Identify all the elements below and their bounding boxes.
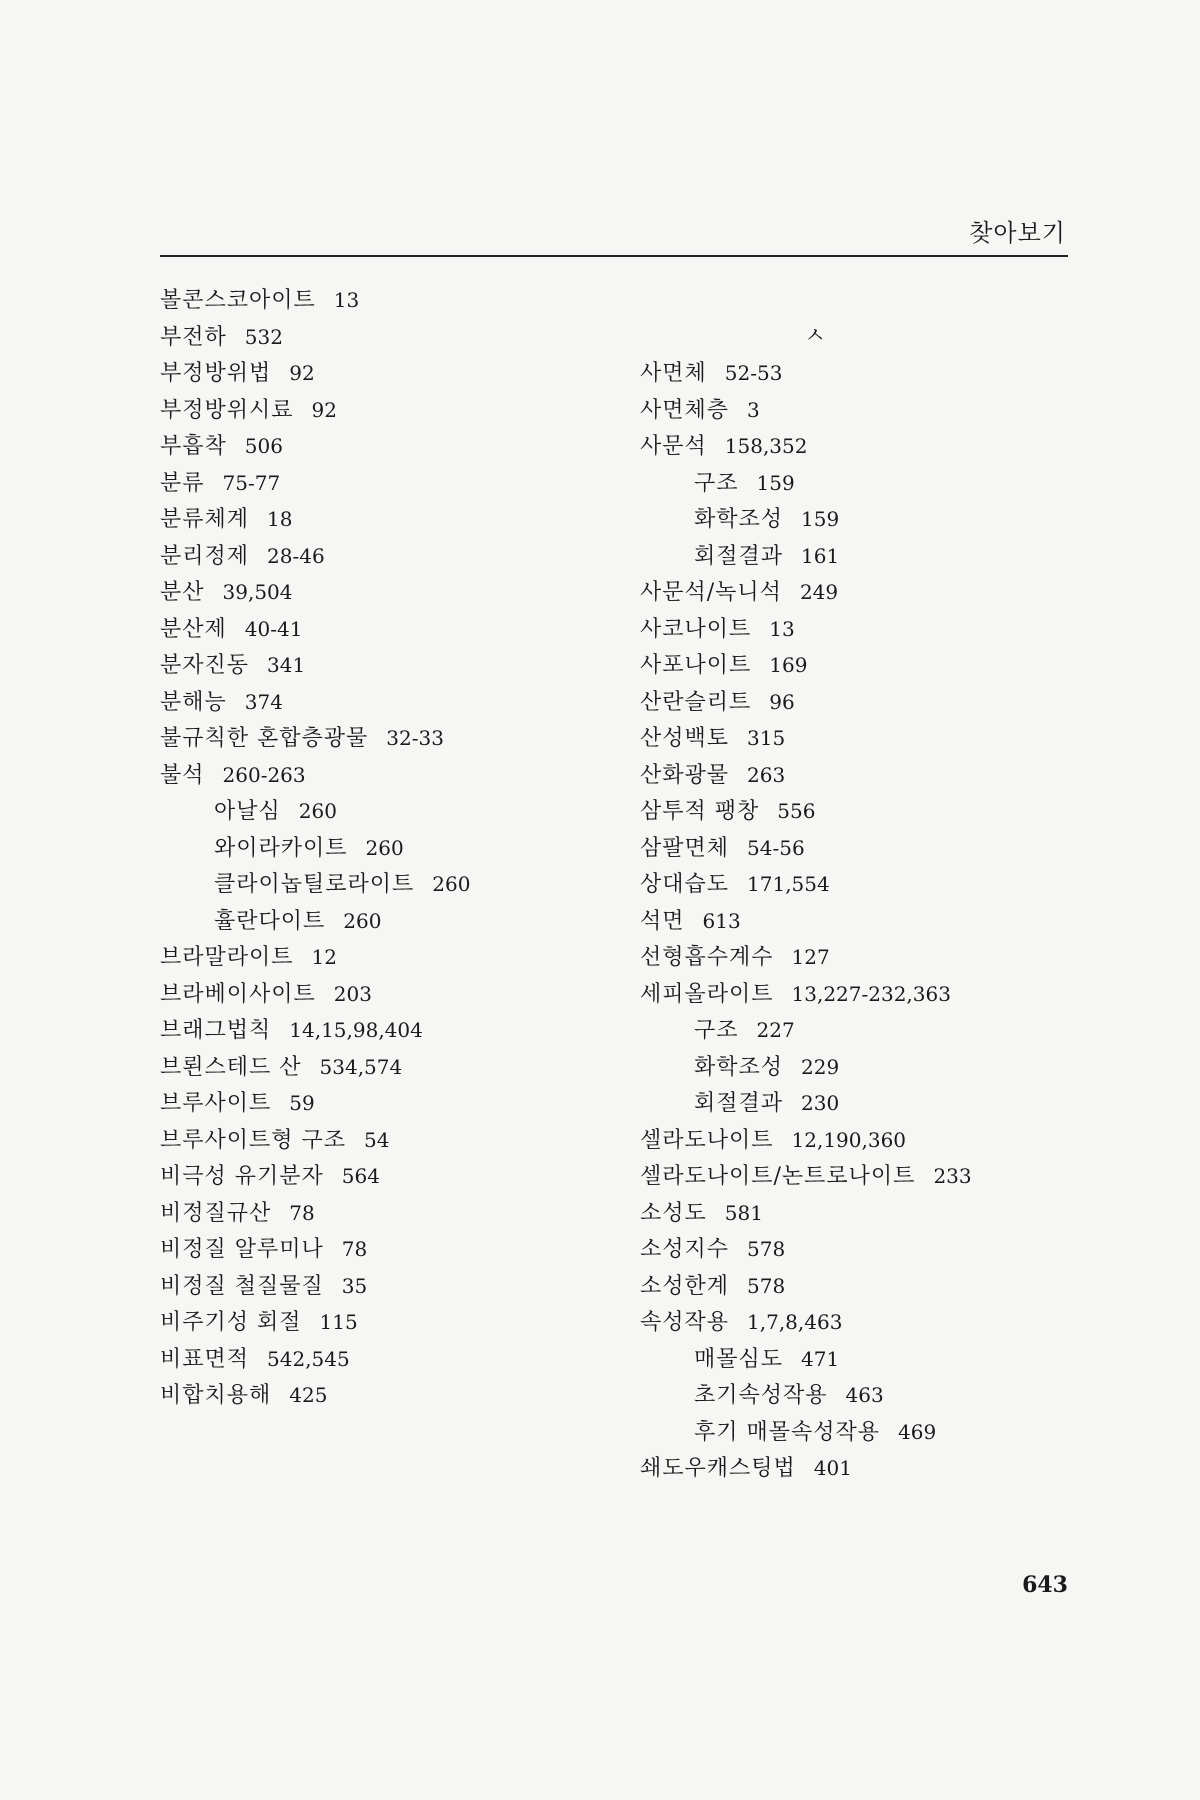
index-subentry <box>160 903 620 940</box>
index-subentry <box>160 866 620 903</box>
index-subentry <box>640 538 1070 575</box>
index-pages: 14,15,98,404 <box>289 1018 423 1042</box>
index-entry <box>160 757 620 794</box>
index-entry <box>160 720 620 757</box>
index-entry <box>160 1158 620 1195</box>
index-pages: 159 <box>801 507 840 531</box>
index-term: 부흡착 <box>160 434 227 459</box>
index-pages: 13,227-232,363 <box>791 981 951 1006</box>
index-term: 불석 <box>160 762 205 788</box>
index-pages: 578 <box>747 1273 786 1298</box>
index-pages: 564 <box>341 1164 380 1188</box>
index-pages: 158,352 <box>724 434 808 458</box>
index-pages: 75-77 <box>222 470 281 495</box>
index-entry <box>160 1195 620 1232</box>
index-term: 클라이놉틸로라이트 <box>214 872 415 897</box>
index-term: 회절결과 <box>694 543 784 569</box>
index-term: 사문석/녹니석 <box>640 580 782 605</box>
index-term: 브뢴스테드 산 <box>160 1054 302 1080</box>
index-subentry <box>640 1085 1070 1122</box>
index-entry <box>640 1122 1070 1159</box>
index-pages: 203 <box>333 981 372 1006</box>
index-entry <box>160 574 620 611</box>
index-entry <box>160 1012 620 1049</box>
index-column-left <box>160 282 620 1414</box>
index-entry <box>640 866 1070 903</box>
index-entry <box>160 501 620 538</box>
index-term: 분산 <box>160 580 205 605</box>
index-term: 산화광물 <box>640 762 730 788</box>
index-term: 비표면적 <box>160 1346 250 1372</box>
index-pages: 12,190,360 <box>791 1127 907 1152</box>
index-entry <box>640 574 1070 611</box>
index-term: 산란슬리트 <box>640 689 752 715</box>
index-term: 브래그법칙 <box>160 1018 272 1043</box>
index-pages: 78 <box>341 1237 368 1261</box>
index-subentry <box>160 830 620 867</box>
index-pages: 96 <box>769 689 795 714</box>
index-term: 사코나이트 <box>640 616 752 642</box>
index-pages: 171,554 <box>747 872 830 896</box>
index-entry <box>640 939 1070 976</box>
index-pages: 341 <box>267 653 306 677</box>
index-pages: 12 <box>311 945 337 969</box>
index-subentry <box>160 793 620 830</box>
index-entry <box>640 684 1070 721</box>
index-term: 부정방위시료 <box>160 397 294 423</box>
index-pages: 471 <box>801 1346 840 1371</box>
index-term: 삼투적 팽창 <box>640 799 760 824</box>
index-subentry <box>640 1012 1070 1049</box>
index-pages: 28-46 <box>267 543 325 568</box>
index-entry <box>640 1158 1070 1195</box>
index-entry <box>640 355 1070 392</box>
index-pages: 59 <box>289 1091 315 1115</box>
index-pages: 260-263 <box>222 762 306 787</box>
index-entry <box>160 319 620 356</box>
index-term: 브라베이사이트 <box>160 981 316 1007</box>
index-subentry <box>640 501 1070 538</box>
index-term: 산성백토 <box>640 726 730 751</box>
index-pages: 92 <box>289 361 315 385</box>
index-pages: 227 <box>756 1018 795 1042</box>
index-entry <box>640 647 1070 684</box>
section-letter <box>640 319 1070 356</box>
index-entry <box>160 611 620 648</box>
index-term: 휼란다이트 <box>214 908 326 934</box>
index-subentry <box>640 1049 1070 1086</box>
index-pages: 54-56 <box>747 835 805 860</box>
index-pages: 169 <box>769 653 808 677</box>
index-entry <box>160 1231 620 1268</box>
index-pages: 581 <box>724 1200 763 1225</box>
index-term: 셀라도나이트/논트로나이트 <box>640 1164 916 1189</box>
index-term: 사포나이트 <box>640 653 752 678</box>
index-entry <box>160 1304 620 1341</box>
index-term: 소성지수 <box>640 1237 730 1262</box>
index-pages: 532 <box>244 324 283 349</box>
index-entry <box>640 720 1070 757</box>
index-term: 분류체계 <box>160 507 250 532</box>
index-pages: 506 <box>244 434 283 458</box>
index-term: 비정질 알루미나 <box>160 1237 324 1262</box>
index-pages: 542,545 <box>267 1346 350 1371</box>
index-term: 비합치용해 <box>160 1383 272 1408</box>
index-pages: 78 <box>289 1200 315 1225</box>
index-term: 볼콘스코아이트 <box>160 288 316 313</box>
index-term: 부정방위법 <box>160 361 272 386</box>
index-entry <box>160 1377 620 1414</box>
index-entry <box>160 976 620 1013</box>
index-entry <box>640 428 1070 465</box>
index-pages: 260 <box>432 872 471 896</box>
index-pages: 374 <box>244 689 283 714</box>
index-term: 와이라카이트 <box>214 835 348 861</box>
index-pages: 18 <box>267 507 293 531</box>
index-pages: 1,7,8,463 <box>747 1310 843 1334</box>
index-term: 소성한계 <box>640 1273 730 1299</box>
index-term: 화학조성 <box>694 1054 784 1080</box>
index-term: 구조 <box>694 470 739 496</box>
index-subentry <box>640 1341 1070 1378</box>
index-entry <box>160 428 620 465</box>
index-entry <box>160 647 620 684</box>
index-term: 쇄도우캐스팅법 <box>640 1456 796 1481</box>
index-entry <box>160 939 620 976</box>
index-term: 분리정제 <box>160 543 250 569</box>
index-term: 셀라도나이트 <box>640 1127 774 1153</box>
index-pages: 230 <box>801 1091 840 1115</box>
index-pages: 425 <box>289 1383 328 1407</box>
index-pages: 52-53 <box>724 361 783 385</box>
index-pages: 534,574 <box>319 1054 403 1079</box>
index-subentry <box>640 1377 1070 1414</box>
index-entry <box>640 611 1070 648</box>
index-term: 불규칙한 혼합층광물 <box>160 726 369 751</box>
index-column-right <box>640 282 1070 1487</box>
index-pages: 260 <box>298 799 337 823</box>
index-subentry <box>640 1414 1070 1451</box>
index-pages: 613 <box>702 908 741 933</box>
index-entry <box>640 1268 1070 1305</box>
index-pages: 39,504 <box>222 580 293 604</box>
index-term: 삼팔면체 <box>640 835 730 861</box>
index-entry <box>160 1122 620 1159</box>
index-pages: 469 <box>898 1419 937 1444</box>
index-pages: 40-41 <box>244 616 303 641</box>
index-pages: 32-33 <box>386 726 444 750</box>
index-term: 후기 매몰속성작용 <box>694 1419 881 1445</box>
index-term: 화학조성 <box>694 507 784 532</box>
section-letter-text: ㅅ <box>804 323 826 349</box>
index-entry <box>640 1195 1070 1232</box>
index-term: 부전하 <box>160 324 227 350</box>
index-term: 회절결과 <box>694 1091 784 1116</box>
index-term: 브루사이트형 구조 <box>160 1127 347 1153</box>
index-term: 상대습도 <box>640 872 730 897</box>
index-entry <box>160 465 620 502</box>
index-pages: 35 <box>341 1273 368 1298</box>
index-term: 매몰심도 <box>694 1346 784 1372</box>
index-term: 사면체층 <box>640 397 730 423</box>
index-pages: 3 <box>747 397 760 422</box>
index-pages: 13 <box>333 288 360 312</box>
index-term: 세피올라이트 <box>640 981 774 1007</box>
index-pages: 260 <box>343 908 382 933</box>
index-term: 분류 <box>160 470 205 496</box>
index-entry <box>160 538 620 575</box>
index-term: 비극성 유기분자 <box>160 1164 324 1189</box>
index-pages: 115 <box>319 1310 358 1334</box>
index-entry <box>640 830 1070 867</box>
index-entry <box>160 1049 620 1086</box>
index-pages: 315 <box>747 726 786 750</box>
index-term: 구조 <box>694 1018 739 1043</box>
index-pages: 54 <box>364 1127 390 1152</box>
index-term: 비정질 철질물질 <box>160 1273 324 1299</box>
index-entry <box>160 392 620 429</box>
index-term: 브라말라이트 <box>160 945 294 970</box>
index-entry <box>160 684 620 721</box>
index-entry <box>640 793 1070 830</box>
index-term: 분자진동 <box>160 653 250 678</box>
index-pages: 127 <box>791 945 830 969</box>
index-entry <box>160 1341 620 1378</box>
index-subentry <box>640 465 1070 502</box>
index-entry <box>160 355 620 392</box>
index-term: 아날심 <box>214 799 281 824</box>
index-term: 분산제 <box>160 616 227 642</box>
index-term: 사문석 <box>640 434 707 459</box>
index-entry <box>640 976 1070 1013</box>
index-term: 분해능 <box>160 689 227 715</box>
index-pages: 161 <box>801 543 840 568</box>
index-entry <box>640 757 1070 794</box>
index-pages: 556 <box>777 799 816 823</box>
index-pages: 229 <box>801 1054 840 1079</box>
index-entry <box>160 1085 620 1122</box>
index-pages: 578 <box>747 1237 786 1261</box>
page-header <box>160 205 1068 257</box>
index-term: 사면체 <box>640 361 707 386</box>
index-entry <box>160 282 620 319</box>
index-term: 선형흡수계수 <box>640 945 774 970</box>
index-entry <box>640 392 1070 429</box>
index-term: 석면 <box>640 908 685 934</box>
index-entry <box>640 1304 1070 1341</box>
index-entry <box>640 1231 1070 1268</box>
index-pages: 13 <box>769 616 795 641</box>
index-term: 브루사이트 <box>160 1091 272 1116</box>
index-term: 초기속성작용 <box>694 1383 828 1408</box>
index-pages: 92 <box>311 397 337 422</box>
index-pages: 263 <box>747 762 786 787</box>
index-pages: 463 <box>845 1383 884 1407</box>
index-term: 소성도 <box>640 1200 707 1226</box>
index-pages: 260 <box>365 835 404 860</box>
index-entry <box>640 1450 1070 1487</box>
index-entry <box>640 903 1070 940</box>
header-title: 찾아보기 <box>969 219 1066 247</box>
index-entry <box>160 1268 620 1305</box>
index-pages: 249 <box>799 580 839 604</box>
index-pages: 159 <box>756 470 795 495</box>
index-term: 비정질규산 <box>160 1200 272 1226</box>
page-number: 643 <box>1022 1572 1068 1598</box>
index-pages: 401 <box>813 1456 852 1480</box>
index-term: 비주기성 회절 <box>160 1310 302 1335</box>
index-pages: 233 <box>933 1164 972 1188</box>
index-term: 속성작용 <box>640 1310 730 1335</box>
